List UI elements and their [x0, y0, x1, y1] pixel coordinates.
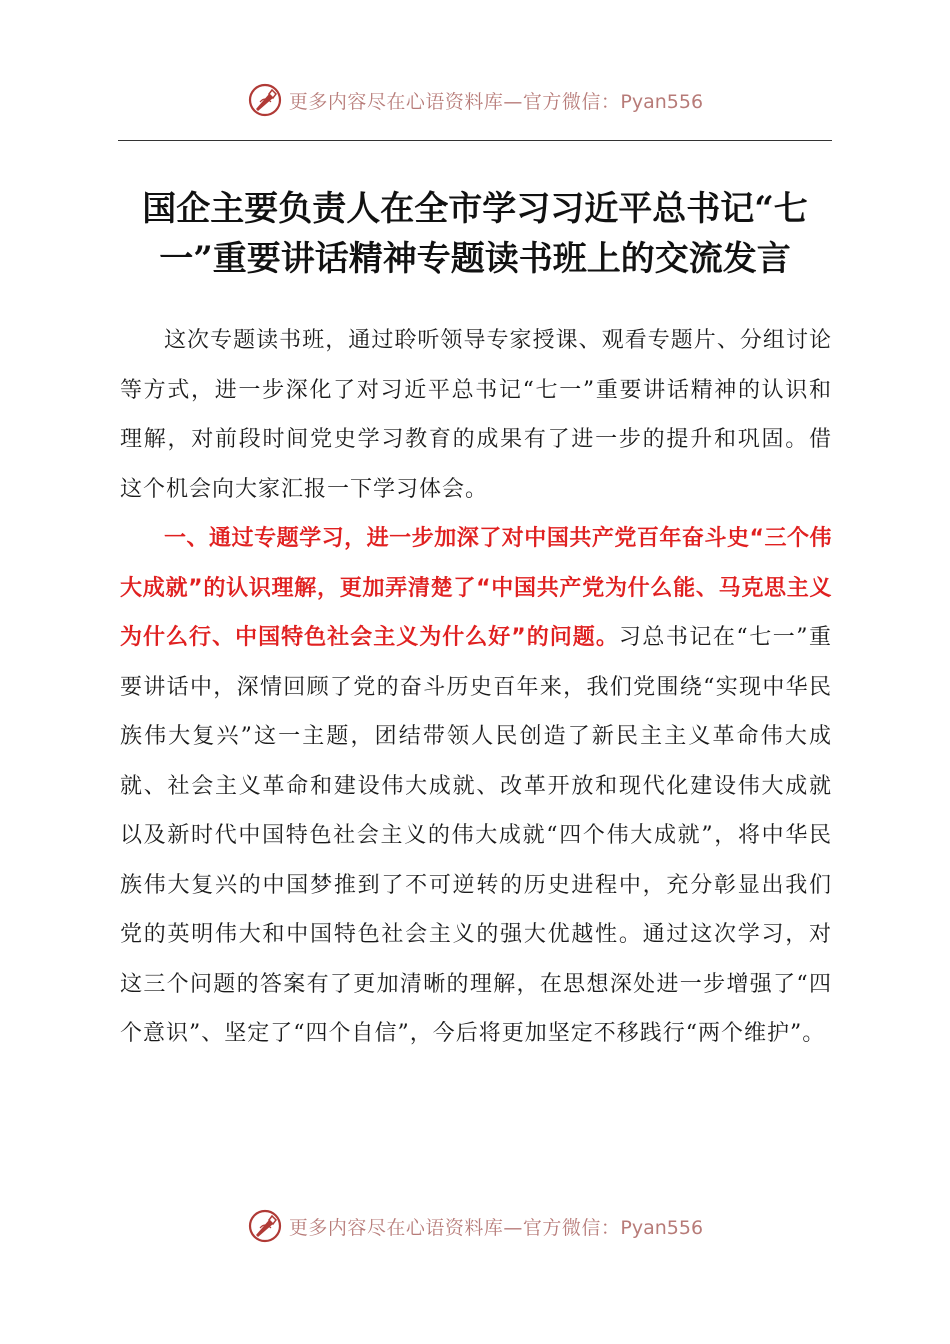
intro-paragraph: 这次专题读书班，通过聆听领导专家授课、观看专题片、分组讨论等方式，进一步深化了对习近平总书记“七一”重要讲话精神的认识和理解，对前段时间党史学习教育的成果有了进一步的提升和巩固。借这个机会向大家汇报一下学习体会。: [120, 328, 832, 502]
wechat-handle: Pyan556: [620, 90, 704, 113]
header-banner: [0, 82, 950, 118]
footer-banner: [0, 1208, 950, 1244]
pen-nib-icon: [247, 1208, 283, 1244]
section-one-body: 习总书记在“七一”重要讲话中，深情回顾了党的奋斗历史百年来，我们党围绕“实现中华民族伟大复兴”这一主题，团结带领人民创造了新民主主义革命伟大成就、社会主义革命和建设伟大成就、改革开放和现代化建设伟大成就以及新时代中国特色社会主义的伟大成就“四个伟大成就”，将中华民族伟大复兴的中国梦推到了不可逆转的历史进程中，充分彰显出我们党的英明伟大和中国特色社会主义的强大优越性。通过这次学习，对这三个问题的答案有了更加清晰的理解，在思想深处进一步增强了“四个意识”、坚定了“四个自信”，今后将更加坚定不移践行“两个维护”。: [120, 625, 832, 1046]
banner-text: 更多内容尽在心语资料库—官方微信：Pyan556: [288, 90, 704, 113]
header-divider: [118, 140, 832, 141]
section-one-heading: 一、通过专题学习，进一步加深了对中国共产党百年奋斗史“三个伟大成就”的认识理解，更加弄清楚了“中国共产党为什么能、马克思主义为什么行、中国特色社会主义为什么好”的问题。: [120, 526, 832, 650]
wechat-handle: Pyan556: [620, 1216, 704, 1239]
document-body: [120, 316, 832, 1059]
section-one-paragraph: [120, 514, 832, 1059]
pen-nib-icon: [247, 82, 283, 118]
page-title: 国企主要负责人在全市学习习近平总书记“七一”重要讲话精神专题读书班上的交流发言: [142, 189, 808, 279]
banner-text: 更多内容尽在心语资料库—官方微信：Pyan556: [288, 1216, 704, 1239]
